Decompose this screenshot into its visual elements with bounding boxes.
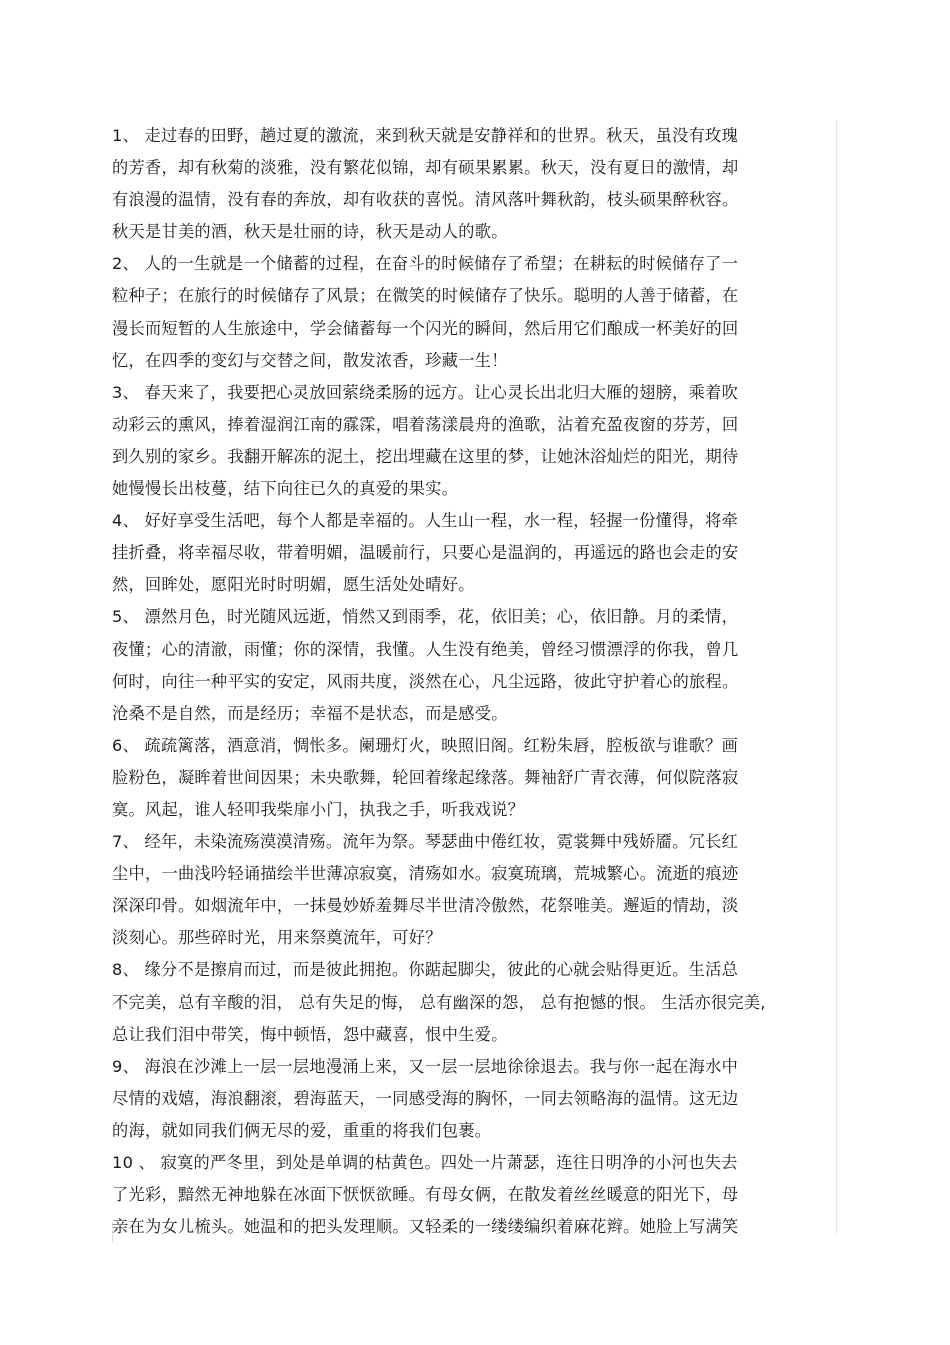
text-line: 寞。风起，谁人轻叩我柴扉小门，执我之手，听我戏说？ <box>112 799 525 819</box>
text-line: 脸粉色，凝眸着世间因果；未央歌舞，轮回着缘起缘落。舞袖舒广青衣薄，何似院落寂 <box>112 767 739 787</box>
text-line: 5、 漂然月色，时光随风远逝，悄然又到雨季，花，依旧美；心，依旧静。月的柔情， <box>112 607 739 627</box>
text-line: 的芳香，却有秋菊的淡雅，没有繁花似锦，却有硕果累累。秋天，没有夏日的激情，却 <box>112 158 739 178</box>
text-line: 秋天是甘美的酒，秋天是壮丽的诗，秋天是动人的歌。 <box>112 222 508 242</box>
text-line: 4、 好好享受生活吧，每个人都是幸福的。人生山一程，水一程，轻握一份懂得，将牵 <box>112 511 739 531</box>
text-line: 总让我们泪中带笑，悔中顿悟，怨中藏喜，恨中生爱。 <box>112 1024 508 1044</box>
text-line: 7、 经年，未染流殇漠漠清殇。流年为祭。琴瑟曲中倦红妆，霓裳舞中残娇靥。冗长红 <box>112 832 739 852</box>
text-line: 动彩云的熏风，捧着湿润江南的霡霂，唱着荡漾晨舟的渔歌，沾着充盈夜窗的芬芳，回 <box>112 414 739 434</box>
text-line: 尽情的戏嬉，海浪翻滚，碧海蓝天，一同感受海的胸怀，一同去领略海的温情。这无边 <box>112 1088 739 1108</box>
text-line: 有浪漫的温情，没有春的奔放，却有收获的喜悦。清风落叶舞秋韵，枝头硕果醉秋容。 <box>112 190 739 210</box>
text-line: 不完美，总有辛酸的泪， 总有失足的悔， 总有幽深的怨， 总有抱憾的恨。 生活亦很完美, <box>112 992 766 1012</box>
text-line: 3、 春天来了，我要把心灵放回萦绕柔肠的远方。让心灵长出北归大雁的翅膀，乘着吹 <box>112 382 739 402</box>
text-line: 的海，就如同我们俩无尽的爱，重重的将我们包裹。 <box>112 1120 492 1140</box>
text-line: 了光彩，黯然无神地躲在冰面下恹恹欲睡。有母女俩，在散发着丝丝暖意的阳光下，母 <box>112 1185 739 1205</box>
document-body <box>112 120 832 1243</box>
text-line: 深深印骨。如烟流年中，一抹曼妙娇羞舞尽半世清冷傲然，花祭唯美。邂逅的情劫，淡 <box>112 896 739 916</box>
text-line: 夜懂；心的清澈，雨懂；你的深情，我懂。人生没有绝美，曾经习惯漂浮的你我，曾几 <box>112 639 739 659</box>
text-line: 9、 海浪在沙滩上一层一层地漫涌上来，又一层一层地徐徐退去。我与你一起在海水中 <box>112 1056 739 1076</box>
text-line: 她慢慢长出枝蔓，结下向往已久的真爱的果实。 <box>112 479 459 499</box>
page-edge-line <box>836 120 837 1235</box>
text-line: 2、 人的一生就是一个储蓄的过程，在奋斗的时候储存了希望；在耕耘的时候储存了一 <box>112 254 739 274</box>
text-line: 尘中，一曲浅吟轻诵描绘半世薄凉寂寞，清殇如水。寂寞琉璃，荒城繁心。流逝的痕迹 <box>112 864 739 884</box>
text-line: 到久别的家乡。我翻开解冻的泥土，挖出埋藏在这里的梦，让她沐浴灿烂的阳光，期待 <box>112 446 739 466</box>
text-line: 挂折叠，将幸福尽收，带着明媚，温暖前行，只要心是温润的，再遥远的路也会走的安 <box>112 543 739 563</box>
text-line: 漫长而短暂的人生旅途中，学会储蓄每一个闪光的瞬间，然后用它们酿成一杯美好的回 <box>112 318 739 338</box>
text-line: 8、 缘分不是擦肩而过，而是彼此拥抱。你踮起脚尖，彼此的心就会贴得更近。生活总 <box>112 960 739 980</box>
text-line: 6、 疏疏篱落，酒意消，惆怅多。阑珊灯火，映照旧阁。红粉朱唇，腔板欲与谁歌？画 <box>112 735 739 755</box>
text-line: 何时，向往一种平实的安定，风雨共度，淡然在心，凡尘远路，彼此守护着心的旅程。 <box>112 671 739 691</box>
text-line: 沧桑不是自然，而是经历；幸福不是状态，而是感受。 <box>112 703 508 723</box>
text-line: 1、 走过春的田野，趟过夏的激流，来到秋天就是安静祥和的世界。秋天，虽没有玫瑰 <box>112 126 739 145</box>
text-line: 10 、 寂寞的严冬里，到处是单调的枯黄色。四处一片萧瑟，连往日明净的小河也失去 <box>112 1153 738 1172</box>
text-line: 忆，在四季的变幻与交替之间，散发浓香，珍藏一生！ <box>112 350 508 370</box>
text-line: 淡刻心。那些碎时光，用来祭奠流年，可好？ <box>112 928 442 948</box>
text-line: 亲在为女儿梳头。她温和的把头发理顺。又轻柔的一缕缕编织着麻花辫。她脸上写满笑 <box>112 1217 739 1237</box>
text-line: 然，回眸处，愿阳光时时明媚，愿生活处处晴好。 <box>112 575 475 595</box>
text-line: 粒种子；在旅行的时候储存了风景；在微笑的时候储存了快乐。聪明的人善于储蓄，在 <box>112 286 739 306</box>
